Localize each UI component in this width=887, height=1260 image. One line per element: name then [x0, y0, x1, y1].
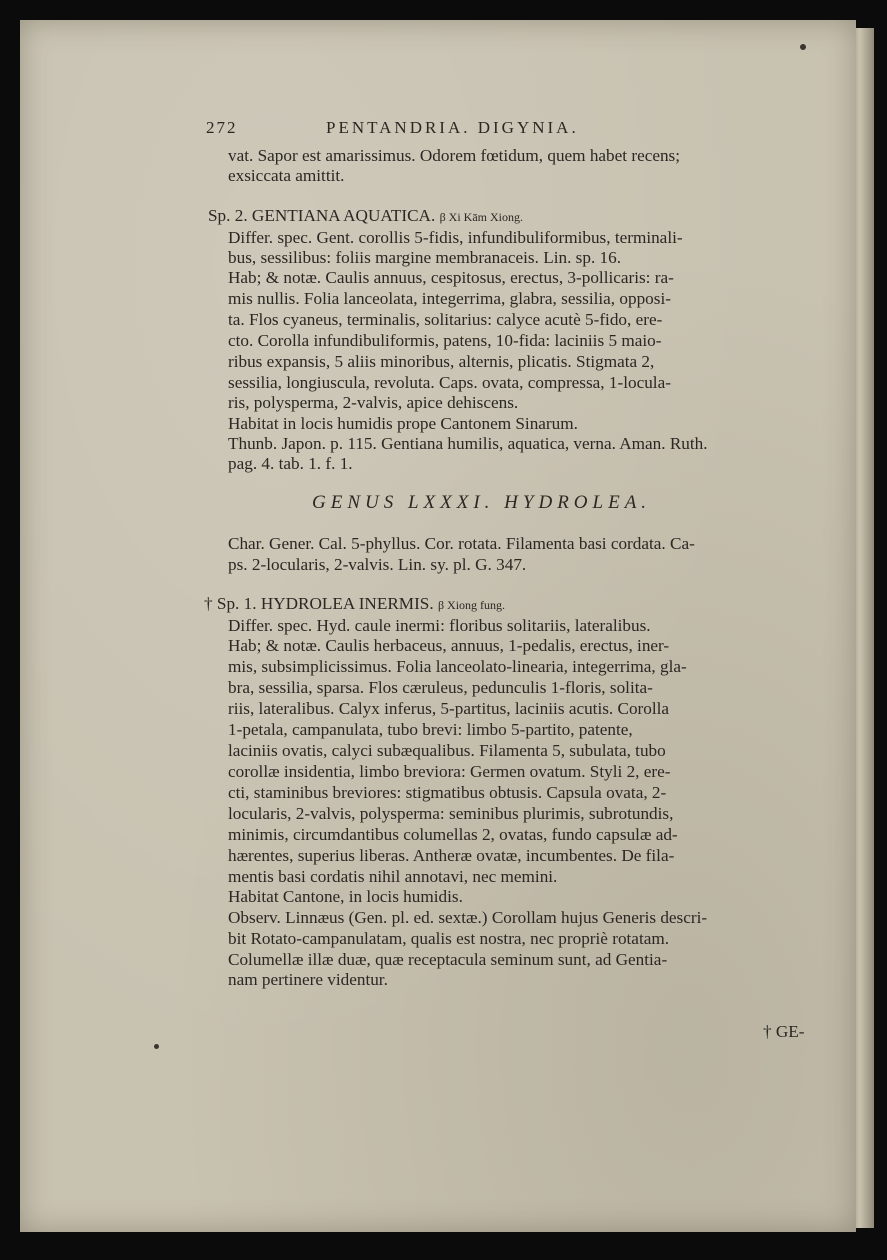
text-line: ta. Flos cyaneus, terminalis, solitarius: calyce acutè 5-fido, ere- [228, 310, 663, 329]
text-line: Char. Gener. Cal. 5-phyllus. Cor. rotata. Filamenta basi cordata. Ca- [228, 534, 695, 553]
text-line: sessilia, longiuscula, revoluta. Caps. ovata, compressa, 1-locula- [228, 373, 671, 392]
genus-heading: GENUS LXXXI. HYDROLEA. [312, 492, 652, 513]
text-line: mentis basi cordatis nihil annotavi, nec memini. [228, 867, 558, 886]
text-line: Habitat Cantone, in locis humidis. [228, 887, 463, 906]
text-line: ps. 2-locularis, 2-valvis. Lin. sy. pl. G. 347. [228, 555, 527, 574]
text-line: pag. 4. tab. 1. f. 1. [228, 454, 353, 473]
text-line: laciniis ovatis, calyci subæqualibus. Filamenta 5, subulata, tubo [228, 741, 666, 760]
running-title: PENTANDRIA. DIGYNIA. [326, 118, 579, 137]
text-line: exsiccata amittit. [228, 166, 345, 185]
text-line: Differ. spec. Gent. corollis 5-fidis, infundibuliformibus, terminali- [228, 228, 683, 247]
text-line: bus, sessilibus: foliis margine membranaceis. Lin. sp. 16. [228, 248, 622, 267]
text-line: Habitat in locis humidis prope Cantonem Sinarum. [228, 414, 578, 433]
text-line: hærentes, superius liberas. Antheræ ovatæ, incumbentes. De fila- [228, 846, 675, 865]
text-line: locularis, 2-valvis, polysperma: seminibus plurimis, subrotundis, [228, 804, 674, 823]
text-line: cti, staminibus breviores: stigmatibus obtusis. Capsula ovata, 2- [228, 783, 667, 802]
chinese-name: β Xi Kām Xiong. [439, 210, 523, 224]
text-line: corollæ insidentia, limbo breviora: Germen ovatum. Styli 2, ere- [228, 762, 671, 781]
text-line: ribus expansis, 5 aliis minoribus, alternis, plicatis. Stigmata 2, [228, 352, 655, 371]
text-line: nam pertinere videntur. [228, 970, 388, 989]
text-line: Hab; & notæ. Caulis herbaceus, annuus, 1-pedalis, erectus, iner- [228, 636, 670, 655]
text-line: mis, subsimplicissimus. Folia lanceolato-linearia, integerrima, gla- [228, 657, 687, 676]
species-name: Sp. 2. GENTIANA AQUATICA. [208, 206, 436, 225]
text-line: cto. Corolla infundibuliformis, patens, 10-fida: laciniis 5 maio- [228, 331, 662, 350]
text-line: Hab; & notæ. Caulis annuus, cespitosus, erectus, 3-pollicaris: ra- [228, 268, 674, 287]
text-line: bra, sessilia, sparsa. Flos cæruleus, pedunculis 1-floris, solita- [228, 678, 653, 697]
page-blemish [800, 44, 806, 50]
chinese-name: β Xiong fung. [437, 598, 506, 612]
text-line: mis nullis. Folia lanceolata, integerrima, glabra, sessilia, opposi- [228, 289, 671, 308]
text-line: ris, polysperma, 2-valvis, apice dehiscens. [228, 393, 519, 412]
text-line: Differ. spec. Hyd. caule inermi: floribus solitariis, lateralibus. [228, 616, 651, 635]
species-heading [204, 594, 505, 614]
page-number: 272 [206, 118, 238, 137]
species-name: † Sp. 1. HYDROLEA INERMIS. [204, 594, 434, 613]
text-line: riis, lateralibus. Calyx inferus, 5-partitus, laciniis acutis. Corolla [228, 699, 670, 718]
text-line: 1-petala, campanulata, tubo brevi: limbo 5-partito, patente, [228, 720, 633, 739]
catchword: † GE- [763, 1022, 805, 1041]
text-line: Thunb. Japon. p. 115. Gentiana humilis, aquatica, verna. Aman. Ruth. [228, 434, 708, 453]
text-line: vat. Sapor est amarissimus. Odorem fœtidum, quem habet recens; [228, 146, 681, 165]
text-line: bit Rotato-campanulatam, qualis est nostra, nec propriè rotatam. [228, 929, 670, 948]
text-line: Observ. Linnæus (Gen. pl. ed. sextæ.) Corollam hujus Generis descri- [228, 908, 708, 927]
species-heading [208, 206, 523, 226]
text-line: Columellæ illæ duæ, quæ receptacula seminum sunt, ad Gentia- [228, 950, 668, 969]
page-blemish [154, 1044, 159, 1049]
text-line: minimis, circumdantibus columellas 2, ovatas, fundo capsulæ ad- [228, 825, 678, 844]
